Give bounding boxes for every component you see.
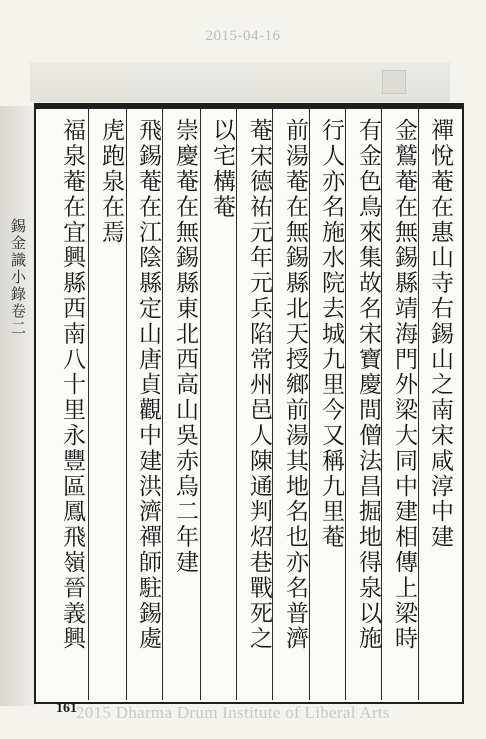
text-column: 前湯菴在無錫縣北天授鄉前湯其地名也亦名普濟	[282, 118, 308, 652]
scan-date: 2015-04-16	[205, 28, 281, 44]
text-column: 虎跑泉在焉	[98, 118, 124, 245]
seal-stamp	[382, 70, 406, 94]
text-column: 行人亦名施水院去城九里今又稱九里菴	[318, 118, 344, 550]
text-column: 菴宋德祐元年元兵陷常州邑人陳通判炤巷戰死之	[246, 118, 272, 652]
text-column: 崇慶菴在無錫縣東北西高山吳赤烏二年建	[172, 118, 198, 576]
text-column: 禪悅菴在惠山寺右錫山之南宋咸淳中建	[427, 118, 453, 550]
column-rule	[88, 108, 89, 700]
watermark: 2015 Dharma Drum Institute of Liberal Arts	[76, 703, 390, 722]
text-column: 以宅構菴	[209, 118, 235, 220]
page-number: 161	[56, 701, 77, 716]
spine-title: 錫金識小錄卷二	[9, 218, 27, 337]
text-column: 金鷲菴在無錫縣靖海門外梁大同中建相傳上梁時	[391, 118, 417, 652]
book-spine	[0, 106, 36, 706]
text-column: 有金色鳥來集故名宋寶慶間僧法昌掘地得泉以施	[355, 118, 381, 652]
frame-top-border	[34, 103, 464, 109]
text-column: 飛錫菴在江陰縣定山唐貞觀中建洪濟禪師駐錫處	[135, 118, 161, 652]
text-column: 福泉菴在宜興縣西南八十里永豐區鳳飛嶺晉義興	[59, 118, 85, 652]
